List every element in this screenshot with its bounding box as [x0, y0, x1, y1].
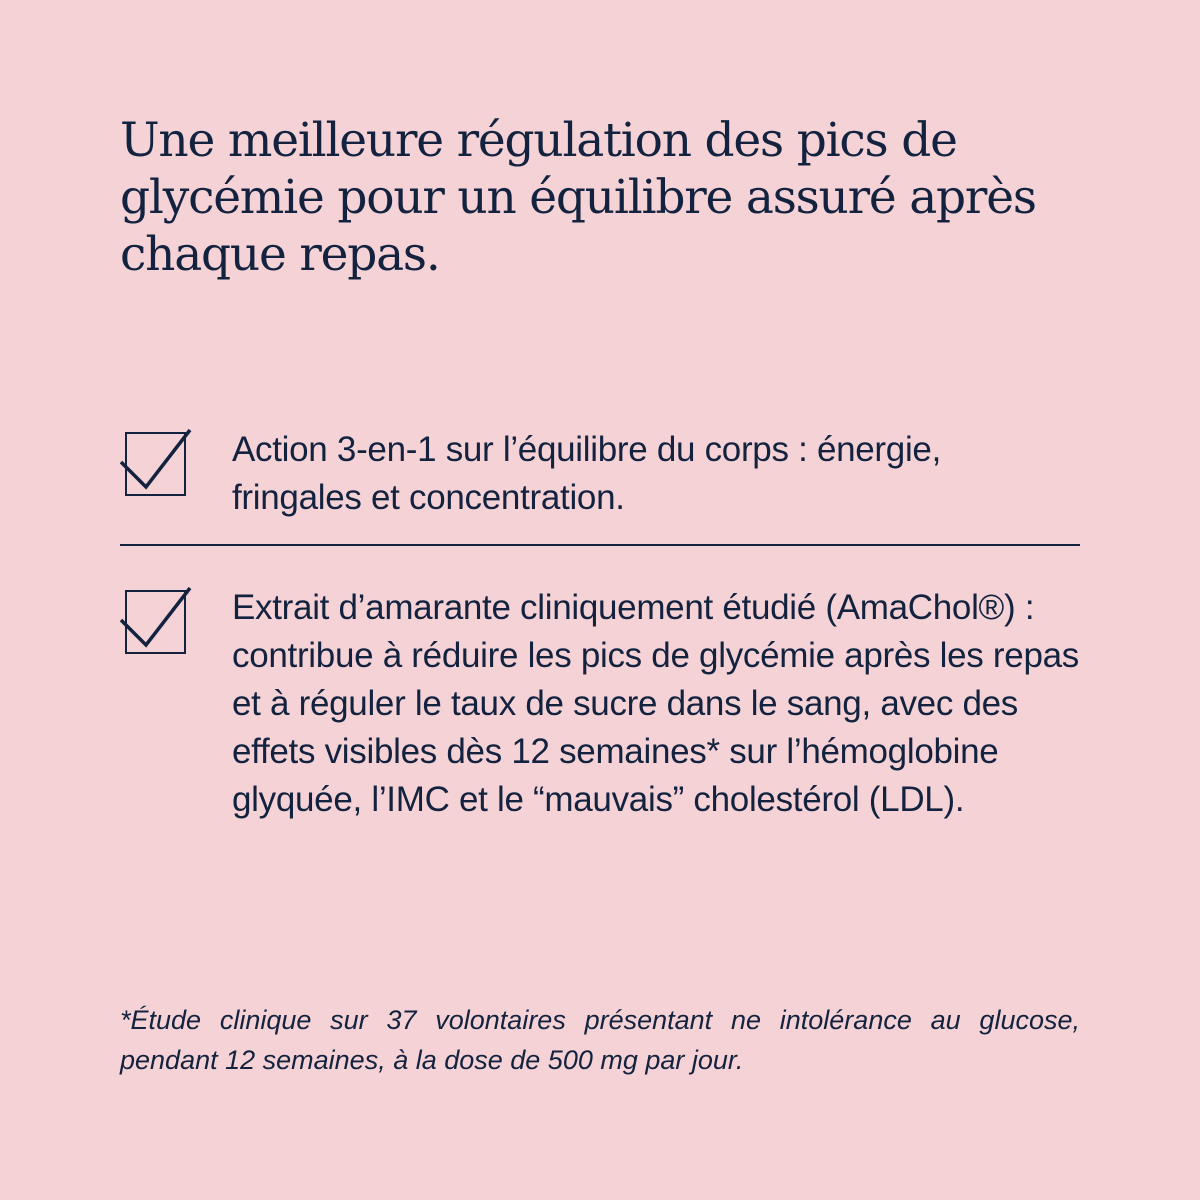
- benefit-text: Action 3-en-1 sur l’équilibre du corps : énergie, fringales et concentration.: [232, 430, 942, 517]
- divider: [120, 544, 1080, 546]
- headline: Une meilleure régulation des pics de glycémie pour un équilibre assuré après chaque repas.: [120, 113, 1036, 282]
- benefit-item: [120, 426, 1080, 522]
- benefit-item: [120, 584, 1080, 824]
- checkbox-checked-icon: [120, 426, 200, 506]
- checkbox-checked-icon: [120, 584, 200, 664]
- benefit-text: Extrait d’amarante cliniquement étudié (AmaChol®) : contribue à réduire les pics de glycémie après les repas et à réguler le taux de sucre dans le sang, avec des effets visibles dès 12 semaines* sur l’hémoglobine glyquée, l’IMC et le “mauvais” cholestérol (LDL).: [232, 588, 1079, 819]
- footnote: *Étude clinique sur 37 volontaires présentant ne intolérance au glucose, pendant 12 semaines, à la dose de 500 mg par jour.: [120, 1005, 1080, 1075]
